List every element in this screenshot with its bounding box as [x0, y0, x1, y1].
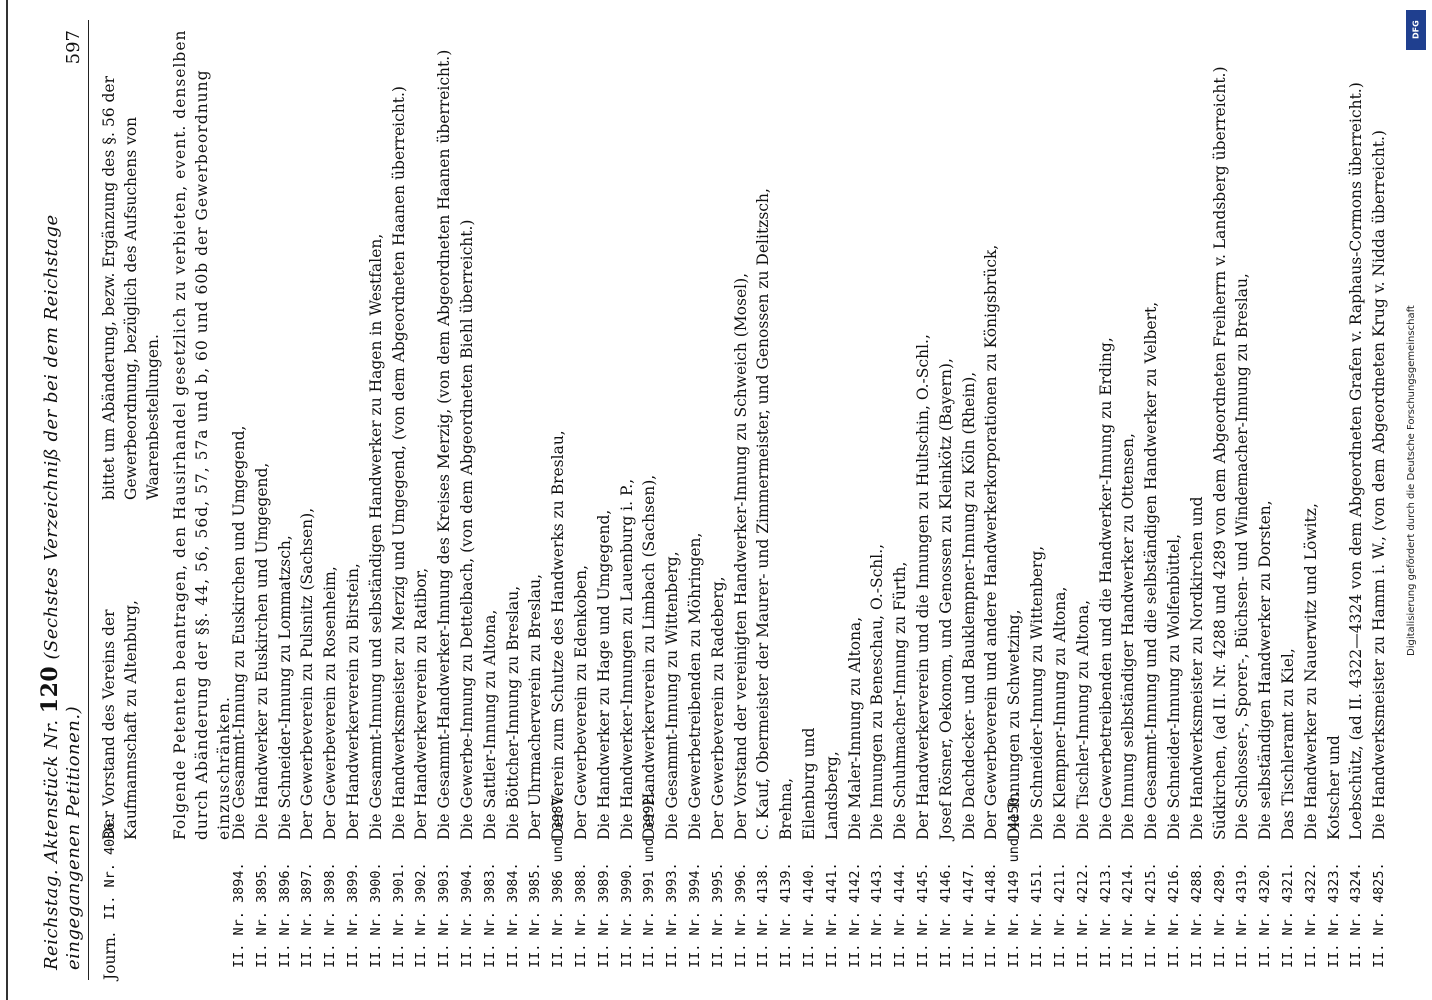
petition-entry [1094, 20, 1117, 980]
petition-number: II. Nr. 4148. [983, 862, 1000, 968]
header-right-text: (Sechstes Verzeichniß der bei dem Reichstage eingegangenen Petitionen.) [41, 214, 84, 970]
petition-number: II. Nr. 3900. [367, 862, 384, 968]
petition-text: Landsberg, [822, 751, 841, 840]
petition-text: Das Tischleramt zu Kiel, [1278, 648, 1297, 840]
page-number: 597 [63, 30, 84, 65]
petition-text: Der Gewerbeverein zu Pulsnitz (Sachsen), [298, 507, 317, 840]
petition-number: II. Nr. 4139. [778, 862, 795, 968]
petition-text: Der Handwerkerverein zu Limbach (Sachsen), [640, 474, 659, 840]
petition-number: II. Nr. 4141. [823, 862, 840, 968]
petition-text: Die Gewerbetreibenden und die Handwerker-Innung zu Erding, [1096, 337, 1115, 840]
petition-number: II. Nr. 4140. [801, 862, 818, 968]
petition-text: Die Schneider-Innung zu Lommatzsch, [275, 535, 294, 840]
petition-text: Die Gesammt-Innung zu Wittenberg, [663, 551, 682, 840]
petition-entry [318, 20, 341, 980]
header-left-text: Reichstag. Aktenstück Nr. [41, 719, 62, 970]
petition-text: Die Schneider-Innung zu Wittenberg, [1028, 545, 1047, 840]
petition-text: Die Maler-Innung zu Altona, [845, 616, 864, 840]
petition-text: Die Handwerksmeister zu Hamm i. W., (von dem Abgeordneten Krug v. Nidda überreicht.) [1370, 130, 1389, 840]
petition-number: II. Nr. 3991 und 3992. [641, 789, 658, 968]
petition-entry [1367, 20, 1390, 980]
petition-entry [957, 20, 980, 980]
petition-number: II. Nr. 4213. [1097, 862, 1114, 968]
petition-entry [1208, 20, 1231, 980]
petition-text: Kotscher und [1324, 735, 1343, 840]
petition-number: II. Nr. 3902. [413, 862, 430, 968]
petition-entry [615, 20, 638, 980]
petition-request-text: bittet um Abänderung, bezw. Ergänzung des §. 56 der Gewerbeordnung, bezüglich des Aufsuchens von Waarenbestellungen. [100, 76, 162, 500]
petition-text: Der Gewerbeverein zu Edenkoben, [571, 564, 590, 840]
petition-entry [523, 20, 546, 980]
petition-text: Die Gesammt-Handwerker-Innung des Kreises Merzig, (von dem Abgeordneten Haanen überreicht.) [435, 49, 454, 840]
petition-number: II. Nr. 4320. [1257, 862, 1274, 968]
petition-number: II. Nr. 3986 und 3987. [550, 789, 567, 968]
petition-entry [979, 20, 1002, 980]
petition-text: Der Gewerbeverein zu Radeberg, [708, 576, 727, 840]
petition-entry [478, 20, 501, 980]
petition-number: II. Nr. 4143. [869, 862, 886, 968]
petition-entry [660, 20, 683, 980]
petition-entry [865, 20, 888, 980]
petition-number: II. Nr. 3996. [732, 862, 749, 968]
petition-text: Der Vorstand des Vereins der Kaufmannschaft zu Altenburg, [100, 600, 140, 840]
petition-number: II. Nr. 3899. [344, 862, 361, 968]
petition-entry [774, 20, 797, 980]
petition-number: II. Nr. 4288. [1188, 862, 1205, 968]
petition-entry [569, 20, 592, 980]
petition-number: II. Nr. 3995. [709, 862, 726, 968]
petition-number: II. Nr. 4142. [846, 862, 863, 968]
petition-text: Die Innungen zu Beneschau, O.-Schl., [868, 543, 887, 840]
petition-text: Die selbständigen Handwerker zu Dorsten, [1256, 500, 1275, 840]
petition-text: Die Handwerksmeister zu Nordkirchen und [1187, 496, 1206, 840]
petition-entry [1299, 20, 1322, 980]
petition-entry [1344, 20, 1367, 980]
petition-number: II. Nr. 4146. [937, 862, 954, 968]
petition-entry [387, 20, 410, 980]
page-edge-line [6, 0, 8, 1000]
petition-number: II. Nr. 4144. [892, 862, 909, 968]
petition-number: II. Nr. 4212. [1074, 862, 1091, 968]
petition-number: II. Nr. 3897. [299, 862, 316, 968]
petition-entry [1230, 20, 1253, 980]
dfg-credit-text: Digitalisierung gefördert durch die Deutsche Forschungsgemeinschaft [1406, 305, 1417, 656]
petition-entry [227, 20, 250, 980]
petition-text: Die Schneider-Innung zu Wolfenbüttel, [1164, 533, 1183, 840]
petition-number: II. Nr. 3985. [527, 862, 544, 968]
petition-entry [1002, 20, 1025, 980]
petition-entry [934, 20, 957, 980]
petition-number: II. Nr. 4086. [102, 814, 118, 920]
petition-number: II. Nr. 3983. [481, 862, 498, 968]
petition-entry [546, 20, 569, 980]
petition-number: II. Nr. 3904. [458, 862, 475, 968]
petition-entry [592, 20, 615, 980]
petition-number: II. Nr. 3898. [322, 862, 339, 968]
header-number: 120 [37, 665, 63, 714]
petition-entry [1071, 20, 1094, 980]
header-title [37, 64, 84, 970]
petition-entry [911, 20, 934, 980]
petition-number: II. Nr. 3990. [618, 862, 635, 968]
petition-text: Die Innungen zu Schwetzing, [1005, 609, 1024, 840]
petition-number: II. Nr. 4319. [1234, 862, 1251, 968]
petition-entry [888, 20, 911, 980]
petition-number: II. Nr. 4322. [1302, 862, 1319, 968]
petition-number: II. Nr. 3993. [664, 862, 681, 968]
petition-entry [1139, 20, 1162, 980]
petition-text: Folgende Petenten beantragen, den Hausirhandel gesetzlich zu verbieten, event. denselben durch Abänderung der §§. 44, 56, 56d, 57, 57a und b, 60 und 60b der Gewerbeordnung einzuschränken. [171, 29, 234, 840]
petition-number: II. Nr. 4211. [1051, 862, 1068, 968]
petition-number: II. Nr. 3901. [390, 862, 407, 968]
petition-text: Die Gesammt-Innung und selbständigen Handwerker zu Hagen in Westfalen, [366, 233, 385, 840]
petition-text: Die Innung selbständiger Handwerker zu Ottensen, [1119, 433, 1138, 840]
petition-number: II. Nr. 4289. [1211, 862, 1228, 968]
petition-entry [1116, 20, 1139, 980]
petition-number: II. Nr. 4145. [915, 862, 932, 968]
petition-number: II. Nr. 4216. [1165, 862, 1182, 968]
petition-number: II. Nr. 4149 und 4150. [1006, 789, 1023, 968]
petition-text: C. Kauf, Obermeister der Maurer- und Zimmermeister, und Genossen zu Delitzsch, [754, 188, 773, 840]
petition-entry [820, 20, 843, 980]
petition-text: Der Verein zum Schutze des Handwerks zu Breslau, [549, 430, 568, 840]
petition-text: Die Gesammt-Innung und die selbständigen Handwerker zu Velbert, [1142, 301, 1161, 840]
petition-text: Die Handwerker zu Euskirchen und Umgegend, [252, 462, 271, 840]
petition-text: Südkirchen, (ad II. Nr. 4288 und 4289 von dem Abgeordneten Freiherrn v. Landsberg überreicht.) [1210, 66, 1229, 840]
petition-text: Die Schlosser-, Sporer-, Büchsen- und Windemacher-Innung zu Breslau, [1233, 273, 1252, 840]
petition-entry [250, 20, 273, 980]
petition-text: Der Gewerbeverein zu Rosenheim, [321, 566, 340, 840]
petition-text: Der Handwerkerverein und die Innungen zu Hultschin, O.-Schl., [914, 334, 933, 840]
petition-number: II. Nr. 4138. [755, 862, 772, 968]
petition-text: Der Uhrmacherverein zu Breslau, [526, 573, 545, 840]
petition-entry [98, 20, 168, 980]
dfg-watermark [1404, 6, 1428, 994]
petition-text: Josef Rösner, Oekonom, und Genossen zu Kleinkötz (Bayern), [936, 358, 955, 840]
petition-entry [1025, 20, 1048, 980]
page-header [37, 20, 84, 980]
petition-number: II. Nr. 4147. [960, 862, 977, 968]
petition-entry [501, 20, 524, 980]
petition-text: Die Handwerker zu Hage und Umgegend, [594, 509, 613, 840]
petition-number: II. Nr. 4215. [1143, 862, 1160, 968]
petition-text: Die Klempner-Innung zu Altona, [1050, 586, 1069, 840]
petition-number: II. Nr. 3895. [253, 862, 270, 968]
petition-number: II. Nr. 3988. [572, 862, 589, 968]
petition-number: II. Nr. 4321. [1279, 862, 1296, 968]
petition-text: Der Handwerkerverein zu Ratibor, [412, 567, 431, 840]
petition-number: II. Nr. 3984. [504, 862, 521, 968]
petition-entry [843, 20, 866, 980]
header-rule [88, 20, 89, 980]
petition-text: Loebschütz, (ad II. 4322—4324 von dem Abgeordneten Grafen v. Raphaus-Cormons überreicht.) [1347, 82, 1366, 840]
petition-entry [683, 20, 706, 980]
petition-text: Die Handwerker-Innungen zu Lauenburg i. P., [617, 478, 636, 840]
petition-entry [295, 20, 318, 980]
petition-number: II. Nr. 3896. [276, 862, 293, 968]
petition-entry [1276, 20, 1299, 980]
dfg-logo: DFG [1406, 10, 1426, 50]
petition-entry [706, 20, 729, 980]
petition-entry [341, 20, 364, 980]
petition-text: Die Böttcher-Innung zu Breslau, [503, 585, 522, 840]
petition-number: II. Nr. 3989. [595, 862, 612, 968]
petition-entry [797, 20, 820, 980]
petition-text: Der Handwerkerverein zu Birstein, [343, 563, 362, 840]
petition-text: Brehna, [777, 777, 796, 840]
petition-text: Die Tischler-Innung zu Altona, [1073, 599, 1092, 840]
petition-text: Die Gesammt-Innung zu Euskirchen und Umgegend, [229, 425, 248, 840]
petition-text: Eilenburg und [800, 727, 819, 840]
petition-text: Die Gewerbetreibenden zu Möhringen, [686, 532, 705, 840]
petition-text: Der Gewerbeverein und andere Handwerkerkorporationen zu Königsbrück, [982, 244, 1001, 840]
petition-entry [751, 20, 774, 980]
petition-entry [1253, 20, 1276, 980]
petition-entry [1322, 20, 1345, 980]
petition-entry [409, 20, 432, 980]
petition-text: Die Dachdecker- und Bauklempner-Innung zu Köln (Rhein), [959, 371, 978, 840]
petition-entry [432, 20, 455, 980]
petition-text: Der Vorstand der vereinigten Handwerker-Innung zu Schweich (Mosel), [731, 272, 750, 840]
petition-entry [729, 20, 752, 980]
petition-entry [1162, 20, 1185, 980]
petition-text: Die Gewerbe-Innung zu Dettelbach, (von dem Abgeordneten Biehl überreicht.) [457, 219, 476, 840]
petition-entry [455, 20, 478, 980]
petition-entry [169, 20, 234, 980]
petition-text: Die Schuhmacher-Innung zu Fürth, [891, 561, 910, 840]
petition-number: II. Nr. 3903. [436, 862, 453, 968]
petition-number: II. Nr. 4151. [1029, 862, 1046, 968]
petition-number: II. Nr. 3894. [230, 862, 247, 968]
journal-label: Journ. [101, 932, 119, 980]
petition-entry [1048, 20, 1071, 980]
petition-number: II. Nr. 4324. [1348, 862, 1365, 968]
petition-entry [637, 20, 660, 980]
document-page [37, 20, 1400, 980]
petition-number: II. Nr. 4323. [1325, 862, 1342, 968]
petition-number: II. Nr. 3994. [687, 862, 704, 968]
petition-text: Die Sattler-Innung zu Altona, [480, 609, 499, 840]
petition-number: II. Nr. 4825. [1371, 862, 1388, 968]
petition-number: II. Nr. 4214. [1120, 862, 1137, 968]
petition-text: Die Handwerker zu Nauerwitz und Löwitz, [1301, 503, 1320, 840]
petition-entry [1185, 20, 1208, 980]
petition-text: Die Handwerksmeister zu Merzig und Umgegend, (von dem Abgeordneten Haanen überreicht.) [389, 86, 408, 840]
petition-entry [364, 20, 387, 980]
petition-entry [273, 20, 296, 980]
